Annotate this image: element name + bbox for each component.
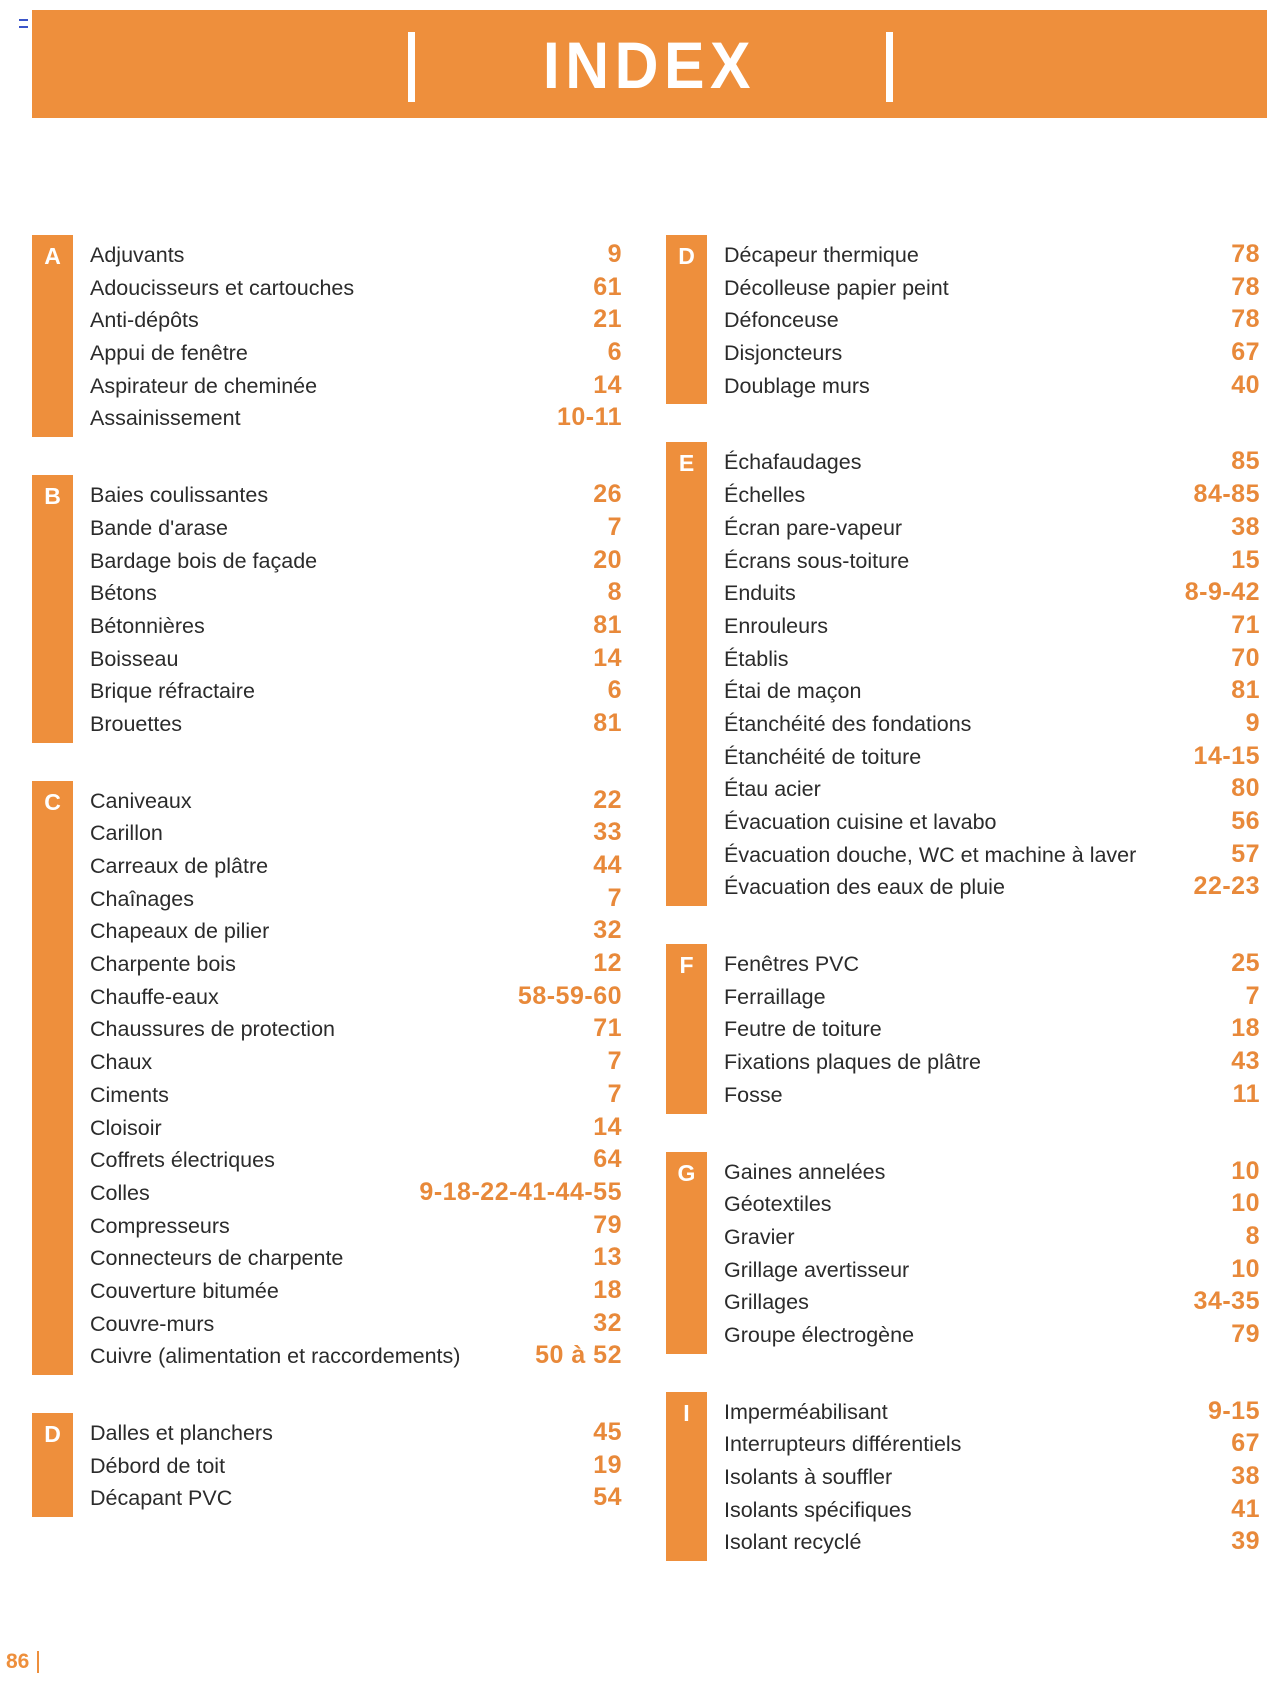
index-entry — [724, 707, 1260, 740]
index-section-d — [32, 1413, 622, 1517]
index-entry — [724, 1285, 1260, 1318]
section-letter: G — [677, 1159, 696, 1186]
entry-page-numbers: 79 — [593, 1210, 622, 1239]
index-entry — [724, 336, 1260, 369]
index-entry — [90, 1045, 622, 1078]
entry-page-numbers: 32 — [593, 916, 622, 945]
entry-label: Appui de fenêtre — [90, 341, 248, 366]
entry-page-numbers: 71 — [1231, 610, 1260, 639]
entry-page-numbers: 18 — [593, 1275, 622, 1304]
index-entry — [90, 882, 622, 915]
entry-page-numbers: 40 — [1231, 370, 1260, 399]
entry-label: Isolant recyclé — [724, 1530, 862, 1555]
page-number: 86 — [6, 1650, 30, 1673]
section-letter: B — [44, 483, 61, 510]
footer-separator — [37, 1651, 39, 1673]
page-footer — [6, 1650, 39, 1674]
entry-page-numbers: 7 — [607, 883, 622, 912]
entry-label: Adoucisseurs et cartouches — [90, 275, 355, 300]
section-letter-tab — [32, 781, 73, 1375]
entry-page-numbers: 32 — [593, 1308, 622, 1337]
entry-page-numbers: 50 à 52 — [535, 1341, 622, 1370]
entry-page-numbers: 7 — [607, 512, 622, 541]
index-entry — [724, 838, 1260, 871]
entry-label: Bétonnières — [90, 613, 205, 638]
entry-list — [724, 944, 1260, 1113]
index-section-c — [32, 781, 622, 1375]
entry-page-numbers: 38 — [1231, 1462, 1260, 1490]
index-column-right — [666, 235, 1260, 1599]
entry-label: Isolants à souffler — [724, 1465, 893, 1489]
entry-label: Écran pare-vapeur — [724, 515, 903, 540]
index-entry — [90, 1274, 622, 1307]
entry-page-numbers: 9-15 — [1207, 1396, 1260, 1425]
entry-label: Carillon — [90, 821, 163, 846]
index-entry — [90, 816, 622, 849]
entry-page-numbers: 11 — [1232, 1079, 1260, 1108]
entry-label: Fixations plaques de plâtre — [724, 1050, 981, 1075]
index-entry — [724, 805, 1260, 838]
index-entry — [724, 740, 1260, 773]
index-section-b — [32, 475, 622, 743]
entry-label: Enduits — [724, 581, 796, 606]
entry-page-numbers: 14 — [593, 1112, 622, 1141]
entry-label: Caniveaux — [90, 788, 192, 813]
index-entry — [724, 1253, 1260, 1286]
entry-page-numbers: 21 — [593, 305, 622, 334]
entry-page-numbers: 7 — [607, 1079, 622, 1108]
entry-page-numbers: 41 — [1231, 1494, 1260, 1523]
section-letter-tab — [32, 1413, 73, 1517]
section-letter: D — [44, 1421, 61, 1447]
entry-label: Étanchéité des fondations — [724, 711, 972, 736]
index-entry — [90, 1143, 622, 1176]
entry-page-numbers: 57 — [1231, 839, 1260, 868]
entry-label: Carreaux de plâtre — [90, 854, 269, 878]
entry-label: Assainissement — [90, 406, 241, 431]
index-entry — [90, 238, 622, 271]
entry-label: Disjoncteurs — [724, 341, 843, 366]
index-entry — [724, 642, 1260, 675]
index-entry — [724, 271, 1260, 304]
entry-list — [90, 475, 622, 743]
entry-label: Compresseurs — [90, 1213, 230, 1238]
index-entry — [724, 772, 1260, 805]
section-letter: D — [678, 243, 695, 269]
section-letter-tab — [32, 475, 73, 743]
index-section-a — [32, 235, 622, 437]
index-entry — [90, 1176, 622, 1209]
index-entry — [724, 1078, 1260, 1111]
index-entry — [90, 576, 622, 609]
section-letter-tab — [666, 1392, 707, 1561]
section-letter: I — [683, 1399, 690, 1426]
entry-label: Couvre-murs — [90, 1311, 215, 1336]
index-section-d — [666, 235, 1260, 404]
entry-label: Interrupteurs différentiels — [724, 1432, 962, 1457]
entry-page-numbers: 8 — [607, 578, 622, 607]
entry-page-numbers: 14 — [593, 370, 622, 399]
index-entry — [724, 1493, 1260, 1526]
index-entry — [90, 947, 622, 980]
entry-page-numbers: 81 — [593, 610, 622, 639]
section-letter: E — [678, 450, 695, 477]
entry-page-numbers: 85 — [1231, 447, 1260, 476]
entry-label: Anti-dépôts — [90, 308, 199, 333]
entry-page-numbers: 12 — [593, 949, 622, 978]
entry-page-numbers: 19 — [593, 1450, 622, 1479]
index-entry — [90, 642, 622, 675]
index-entry — [90, 1416, 622, 1449]
section-letter: F — [679, 952, 694, 979]
index-entry — [90, 369, 622, 402]
entry-label: Aspirateur de cheminée — [90, 373, 318, 398]
index-entry — [724, 1525, 1260, 1558]
entry-label: Baies coulissantes — [90, 483, 269, 508]
entry-page-numbers: 8-9-42 — [1184, 578, 1260, 607]
entry-label: Colles — [90, 1180, 150, 1205]
entry-page-numbers: 84-85 — [1193, 480, 1260, 509]
index-entry — [90, 674, 622, 707]
entry-list — [724, 235, 1260, 404]
entry-page-numbers: 38 — [1231, 512, 1260, 541]
entry-page-numbers: 26 — [593, 480, 622, 509]
entry-page-numbers: 54 — [593, 1483, 622, 1512]
entry-label: Fosse — [724, 1082, 783, 1107]
entry-label: Couverture bitumée — [90, 1278, 279, 1303]
section-letter-tab — [666, 235, 707, 404]
index-entry — [90, 609, 622, 642]
entry-page-numbers: 14-15 — [1193, 741, 1260, 770]
entry-label: Décolleuse papier peint — [724, 275, 949, 300]
entry-page-numbers: 7 — [1245, 981, 1260, 1010]
index-entry — [724, 1220, 1260, 1253]
entry-list — [90, 235, 622, 437]
entry-page-numbers: 13 — [593, 1243, 622, 1272]
index-entry — [724, 870, 1260, 903]
index-entry — [90, 1012, 622, 1045]
index-entry — [724, 947, 1260, 980]
entry-page-numbers: 67 — [1231, 1429, 1260, 1458]
entry-page-numbers: 64 — [593, 1145, 622, 1174]
index-section-g — [666, 1152, 1260, 1354]
entry-page-numbers: 78 — [1231, 305, 1260, 334]
entry-page-numbers: 25 — [1231, 949, 1260, 978]
entry-page-numbers: 43 — [1231, 1047, 1260, 1076]
entry-page-numbers: 80 — [1231, 774, 1260, 803]
entry-page-numbers: 79 — [1231, 1319, 1260, 1348]
entry-label: Chaux — [90, 1050, 153, 1075]
entry-label: Dalles et planchers — [90, 1421, 273, 1445]
index-entry — [90, 1339, 622, 1372]
entry-label: Gaines annelées — [724, 1159, 886, 1184]
entry-label: Échelles — [724, 483, 806, 508]
entry-page-numbers: 56 — [1231, 807, 1260, 835]
entry-label: Évacuation cuisine et lavabo — [724, 810, 997, 834]
section-letter-tab — [666, 1152, 707, 1354]
index-entry — [90, 980, 622, 1013]
entry-label: Coffrets électriques — [90, 1148, 275, 1173]
index-column-left — [32, 235, 622, 1555]
entry-list — [724, 442, 1260, 906]
entry-page-numbers: 8 — [1245, 1221, 1260, 1250]
index-entry — [724, 544, 1260, 577]
entry-list — [90, 781, 622, 1375]
index-entry — [724, 980, 1260, 1013]
entry-label: Brique réfractaire — [90, 679, 255, 704]
entry-page-numbers: 10 — [1231, 1189, 1260, 1218]
index-entry — [724, 478, 1260, 511]
index-entry — [724, 674, 1260, 707]
entry-label: Gravier — [724, 1224, 795, 1249]
entry-label: Bétons — [90, 581, 157, 606]
entry-page-numbers: 78 — [1231, 272, 1260, 301]
index-entry — [90, 1209, 622, 1242]
entry-page-numbers: 9 — [1245, 708, 1260, 737]
entry-page-numbers: 71 — [593, 1014, 622, 1043]
index-entry — [724, 445, 1260, 478]
index-entry — [90, 1307, 622, 1340]
entry-label: Grillage avertisseur — [724, 1257, 910, 1282]
entry-list — [724, 1392, 1260, 1561]
entry-label: Charpente bois — [90, 952, 236, 977]
entry-label: Écrans sous-toiture — [724, 548, 910, 573]
entry-label: Enrouleurs — [724, 613, 828, 638]
entry-page-numbers: 7 — [607, 1047, 622, 1076]
entry-page-numbers: 67 — [1231, 338, 1260, 367]
entry-label: Échafaudages — [724, 450, 862, 475]
entry-page-numbers: 78 — [1231, 240, 1260, 268]
entry-list — [90, 1413, 622, 1517]
entry-page-numbers: 45 — [593, 1418, 622, 1446]
entry-page-numbers: 39 — [1231, 1527, 1260, 1556]
entry-label: Évacuation douche, WC et machine à laver — [724, 842, 1137, 867]
section-letter-tab — [666, 442, 707, 906]
index-entry — [724, 1045, 1260, 1078]
index-section-i — [666, 1392, 1260, 1561]
entry-page-numbers: 44 — [593, 851, 622, 879]
section-letter: A — [44, 243, 61, 269]
entry-page-numbers: 81 — [593, 708, 622, 737]
entry-label: Groupe électrogène — [724, 1322, 915, 1347]
entry-page-numbers: 22-23 — [1193, 872, 1260, 901]
index-entry — [724, 1395, 1260, 1428]
index-entry — [724, 609, 1260, 642]
entry-label: Décapeur thermique — [724, 243, 919, 267]
entry-page-numbers: 6 — [607, 338, 622, 367]
entry-list — [724, 1152, 1260, 1354]
entry-page-numbers: 58-59-60 — [517, 981, 622, 1010]
entry-label: Cloisoir — [90, 1115, 162, 1140]
entry-label: Bande d'arase — [90, 515, 228, 540]
entry-label: Étai de maçon — [724, 679, 862, 704]
index-entry — [90, 1241, 622, 1274]
entry-page-numbers: 10 — [1231, 1254, 1260, 1283]
entry-label: Défonceuse — [724, 308, 839, 333]
index-entry — [90, 1078, 622, 1111]
entry-label: Boisseau — [90, 646, 179, 671]
entry-page-numbers: 14 — [593, 643, 622, 672]
entry-label: Étau acier — [724, 777, 821, 802]
banner-divider-right — [886, 32, 893, 102]
section-letter: C — [44, 788, 61, 815]
entry-page-numbers: 33 — [593, 818, 622, 847]
entry-label: Étanchéité de toiture — [724, 744, 922, 769]
entry-page-numbers: 20 — [593, 545, 622, 574]
entry-page-numbers: 81 — [1231, 676, 1260, 705]
entry-label: Adjuvants — [90, 243, 185, 267]
entry-label: Cuivre (alimentation et raccordements) — [90, 1344, 461, 1369]
entry-page-numbers: 61 — [593, 272, 622, 301]
index-section-f — [666, 944, 1260, 1113]
entry-page-numbers: 10-11 — [556, 403, 622, 432]
section-letter-tab — [666, 944, 707, 1113]
index-entry — [90, 1481, 622, 1514]
entry-page-numbers: 15 — [1231, 545, 1260, 574]
entry-label: Géotextiles — [724, 1192, 832, 1217]
index-entry — [90, 303, 622, 336]
index-entry — [90, 511, 622, 544]
index-entry — [90, 784, 622, 817]
entry-page-numbers: 34-35 — [1193, 1287, 1260, 1316]
index-entry — [724, 1460, 1260, 1493]
entry-label: Bardage bois de façade — [90, 548, 318, 573]
page-title: INDEX — [542, 28, 757, 102]
entry-label: Chaussures de protection — [90, 1017, 336, 1042]
index-section-e — [666, 442, 1260, 906]
index-entry — [724, 1155, 1260, 1188]
index-entry — [724, 1012, 1260, 1045]
entry-label: Imperméabilisant — [724, 1399, 888, 1424]
entry-label: Ferraillage — [724, 984, 826, 1009]
entry-page-numbers: 9 — [607, 240, 622, 268]
entry-label: Débord de toit — [90, 1453, 226, 1478]
entry-label: Évacuation des eaux de pluie — [724, 875, 1005, 900]
index-entry — [724, 1187, 1260, 1220]
entry-label: Chapeaux de pilier — [90, 919, 270, 944]
entry-label: Décapant PVC — [90, 1486, 233, 1511]
entry-label: Connecteurs de charpente — [90, 1246, 344, 1271]
entry-page-numbers: 9-18-22-41-44-55 — [419, 1177, 622, 1206]
index-entry — [724, 1427, 1260, 1460]
entry-page-numbers: 18 — [1231, 1014, 1260, 1043]
index-entry — [90, 707, 622, 740]
index-entry — [724, 238, 1260, 271]
entry-label: Fenêtres PVC — [724, 952, 860, 977]
entry-label: Feutre de toiture — [724, 1017, 882, 1042]
entry-label: Doublage murs — [724, 373, 870, 398]
index-entry — [90, 1449, 622, 1482]
index-entry — [90, 544, 622, 577]
index-entry — [90, 336, 622, 369]
index-entry — [724, 369, 1260, 402]
index-entry — [90, 1111, 622, 1144]
entry-label: Grillages — [724, 1290, 809, 1315]
index-entry — [90, 271, 622, 304]
entry-label: Brouettes — [90, 711, 183, 736]
entry-label: Ciments — [90, 1082, 169, 1107]
entry-label: Établis — [724, 646, 789, 671]
index-entry — [724, 303, 1260, 336]
entry-page-numbers: 10 — [1231, 1156, 1260, 1185]
entry-page-numbers: 22 — [593, 785, 622, 814]
index-banner — [32, 10, 1267, 118]
index-entry — [90, 914, 622, 947]
index-entry — [90, 478, 622, 511]
entry-page-numbers: 6 — [607, 676, 622, 705]
entry-page-numbers: 70 — [1231, 643, 1260, 672]
entry-label: Isolants spécifiques — [724, 1497, 912, 1522]
index-entry — [90, 401, 622, 434]
entry-label: Chaînages — [90, 886, 194, 911]
index-entry — [724, 511, 1260, 544]
section-letter-tab — [32, 235, 73, 437]
entry-label: Chauffe-eaux — [90, 984, 219, 1009]
index-entry — [90, 849, 622, 882]
corner-mark — [19, 19, 28, 28]
index-entry — [724, 1318, 1260, 1351]
index-entry — [724, 576, 1260, 609]
